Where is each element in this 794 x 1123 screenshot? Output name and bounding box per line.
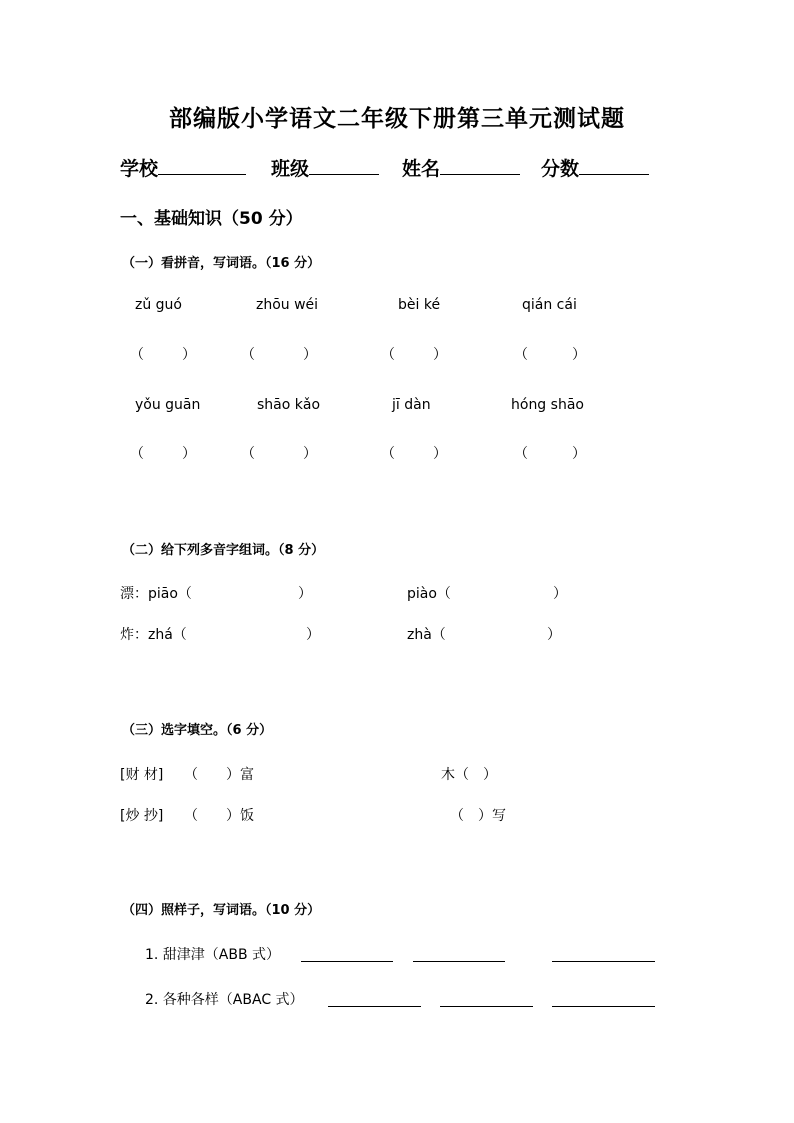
polyphone-entry[interactable]: 炸：zhá（ ） bbox=[120, 627, 320, 643]
pinyin-item: bèi ké bbox=[398, 297, 441, 313]
pinyin-item: qián cái bbox=[522, 297, 577, 313]
answer-box[interactable]: （ ） bbox=[241, 347, 317, 363]
choice-label: [财 材] bbox=[120, 767, 164, 783]
pattern-item-1: 1. 甜津津（ABB 式） bbox=[145, 947, 281, 963]
pinyin-item: hóng shāo bbox=[511, 397, 584, 413]
choice-blank[interactable]: （ ）写 bbox=[450, 808, 506, 824]
part2-title: （二）给下列多音字组词。（8 分） bbox=[122, 543, 325, 558]
choice-blank[interactable]: （ ）富 bbox=[184, 767, 254, 783]
class-label: 班级 bbox=[271, 158, 310, 180]
pinyin-item: zhōu wéi bbox=[256, 297, 319, 313]
section-basic-knowledge-title: 一、基础知识（50 分） bbox=[120, 209, 303, 229]
class-blank[interactable] bbox=[309, 158, 379, 175]
name-label: 姓名 bbox=[402, 158, 441, 180]
part1-title: （一）看拼音，写词语。（16 分） bbox=[122, 256, 321, 271]
part4-title: （四）照样子，写词语。（10 分） bbox=[122, 903, 321, 918]
answer-box[interactable]: （ ） bbox=[514, 446, 586, 462]
pinyin-item: yǒu guān bbox=[135, 397, 201, 413]
part3-title: （三）选字填空。（6 分） bbox=[122, 723, 273, 738]
polyphone-label: 漂：piāo（ bbox=[120, 586, 192, 602]
choice-label: [炒 抄] bbox=[120, 808, 164, 824]
score-blank[interactable] bbox=[579, 158, 649, 175]
answer-box[interactable]: （ ） bbox=[241, 446, 317, 462]
page-title: 部编版小学语文二年级下册第三单元测试题 bbox=[169, 106, 625, 132]
choice-blank[interactable]: 木（ ） bbox=[441, 767, 497, 783]
class-field bbox=[271, 154, 379, 181]
polyphone-label: piào（ bbox=[407, 586, 451, 602]
answer-line[interactable] bbox=[552, 961, 655, 962]
choice-blank[interactable]: （ ）饭 bbox=[184, 808, 254, 824]
answer-box[interactable]: （ ） bbox=[381, 446, 447, 462]
answer-box[interactable]: （ ） bbox=[514, 347, 586, 363]
name-field bbox=[402, 154, 520, 181]
answer-box[interactable]: （ ） bbox=[130, 446, 196, 462]
pattern-item-2: 2. 各种各样（ABAC 式） bbox=[145, 992, 304, 1008]
answer-box[interactable]: （ ） bbox=[381, 347, 447, 363]
name-blank[interactable] bbox=[440, 158, 520, 175]
polyphone-label: 炸：zhá（ bbox=[120, 627, 187, 643]
school-field bbox=[120, 154, 246, 181]
school-label: 学校 bbox=[120, 158, 159, 180]
polyphone-entry[interactable]: piào（ ） bbox=[407, 586, 567, 602]
pinyin-item: jī dàn bbox=[392, 397, 431, 413]
answer-line[interactable] bbox=[440, 1006, 533, 1007]
answer-box[interactable]: （ ） bbox=[130, 347, 196, 363]
polyphone-label: zhà（ bbox=[407, 627, 446, 643]
answer-line[interactable] bbox=[301, 961, 393, 962]
school-blank[interactable] bbox=[158, 158, 246, 175]
answer-line[interactable] bbox=[413, 961, 505, 962]
score-field bbox=[541, 154, 649, 181]
pinyin-item: zǔ guó bbox=[135, 297, 182, 313]
score-label: 分数 bbox=[541, 158, 580, 180]
answer-line[interactable] bbox=[328, 1006, 421, 1007]
polyphone-entry[interactable]: 漂：piāo（ ） bbox=[120, 586, 312, 602]
pinyin-item: shāo kǎo bbox=[257, 397, 321, 413]
polyphone-entry[interactable]: zhà（ ） bbox=[407, 627, 561, 643]
answer-line[interactable] bbox=[552, 1006, 655, 1007]
